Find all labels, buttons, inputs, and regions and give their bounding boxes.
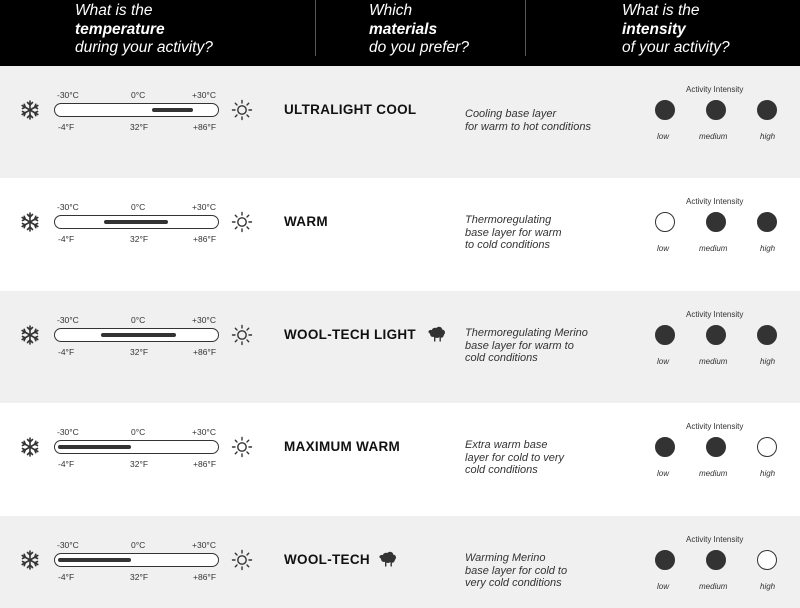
activity-intensity-title: Activity Intensity: [686, 422, 744, 431]
temp-label-fahrenheit-max: +86°F: [193, 347, 217, 357]
intensity-medium-label: medium: [699, 357, 728, 366]
description-line: very cold conditions: [465, 577, 562, 589]
temp-label-fahrenheit-max: +86°F: [193, 572, 217, 582]
temp-label-fahrenheit-min: -4°F: [58, 122, 75, 132]
product-name: ULTRALIGHT COOL: [284, 102, 417, 117]
temp-label-fahrenheit-mid: 32°F: [130, 234, 149, 244]
temp-label-celsius-mid: 0°C: [131, 427, 146, 437]
temp-label-celsius-max: +30°C: [192, 427, 216, 437]
temperature-range-bar: [54, 553, 219, 567]
intensity-medium-label: medium: [699, 469, 728, 478]
snowflake-icon: [20, 100, 40, 120]
activity-intensity-title: Activity Intensity: [686, 310, 744, 319]
product-description: [465, 552, 605, 590]
sun-icon: [231, 549, 253, 571]
product-description: [465, 108, 605, 133]
temperature-range-fill: [152, 108, 193, 113]
intensity-low-indicator: [655, 100, 675, 120]
snowflake-icon: [20, 325, 40, 345]
intensity-low-indicator: [655, 437, 675, 457]
intensity-low-indicator: [655, 212, 675, 232]
intensity-high-label: high: [760, 132, 776, 141]
temp-label-celsius-min: -30°C: [57, 202, 79, 212]
product-row: [0, 66, 800, 178]
intensity-medium-indicator: [706, 550, 726, 570]
temperature-range-bar: [54, 440, 219, 454]
temperature-range-bar: [54, 328, 219, 342]
sun-icon: [231, 99, 253, 121]
header-divider: [525, 0, 526, 56]
product-name: MAXIMUM WARM: [284, 439, 401, 454]
temp-label-fahrenheit-min: -4°F: [58, 234, 75, 244]
temperature-range-bar: [54, 103, 219, 117]
sun-icon: [231, 436, 253, 458]
intensity-high-indicator: [757, 550, 777, 570]
description-line: base layer for cold to: [465, 564, 568, 577]
temp-label-celsius-min: -30°C: [57, 315, 79, 325]
sun-icon: [231, 211, 253, 233]
temperature-range-fill: [58, 445, 131, 450]
header-temperature-question: What is the temperature during your activity?: [75, 2, 213, 56]
intensity-medium-indicator: [706, 325, 726, 345]
intensity-medium-indicator: [706, 212, 726, 232]
temp-label-celsius-max: +30°C: [192, 540, 216, 550]
header-divider: [315, 0, 316, 56]
temp-label-fahrenheit-max: +86°F: [193, 459, 217, 469]
intensity-high-indicator: [757, 437, 777, 457]
intensity-high-indicator: [757, 100, 777, 120]
intensity-low-label: low: [657, 469, 670, 478]
temperature-range-fill: [58, 558, 131, 563]
temp-label-celsius-min: -30°C: [57, 427, 79, 437]
temp-label-celsius-max: +30°C: [192, 202, 216, 212]
activity-intensity-title: Activity Intensity: [686, 535, 744, 544]
temp-label-fahrenheit-mid: 32°F: [130, 459, 149, 469]
description-line: base layer for warm to: [465, 339, 574, 352]
temp-label-fahrenheit-min: -4°F: [58, 347, 75, 357]
product-row: [0, 178, 800, 290]
intensity-medium-label: medium: [699, 132, 728, 141]
description-line: to cold conditions: [465, 239, 550, 251]
snowflake-icon: [20, 550, 40, 570]
snowflake-icon: [20, 212, 40, 232]
temp-label-celsius-mid: 0°C: [131, 90, 146, 100]
intensity-medium-label: medium: [699, 582, 728, 591]
intensity-high-label: high: [760, 469, 776, 478]
intensity-high-label: high: [760, 582, 776, 591]
description-line: cold conditions: [465, 352, 538, 364]
temperature-range-fill: [104, 220, 169, 225]
temp-label-celsius-mid: 0°C: [131, 540, 146, 550]
product-name: WOOL-TECH LIGHT: [284, 327, 416, 342]
temp-label-fahrenheit-mid: 32°F: [130, 347, 149, 357]
temp-label-fahrenheit-min: -4°F: [58, 572, 75, 582]
temp-label-celsius-min: -30°C: [57, 90, 79, 100]
temperature-range-fill: [101, 333, 177, 338]
intensity-low-label: low: [657, 244, 670, 253]
product-description: [465, 214, 605, 252]
intensity-low-label: low: [657, 357, 670, 366]
intensity-low-indicator: [655, 550, 675, 570]
header-bar: [0, 0, 800, 66]
temp-label-fahrenheit-min: -4°F: [58, 459, 75, 469]
temp-label-fahrenheit-max: +86°F: [193, 234, 217, 244]
temp-label-fahrenheit-mid: 32°F: [130, 572, 149, 582]
snowflake-icon: [20, 437, 40, 457]
intensity-high-label: high: [760, 244, 776, 253]
product-description: [465, 439, 605, 477]
intensity-low-indicator: [655, 325, 675, 345]
intensity-low-label: low: [657, 582, 670, 591]
temperature-range-bar: [54, 215, 219, 229]
intensity-medium-indicator: [706, 100, 726, 120]
activity-intensity-title: Activity Intensity: [686, 85, 744, 94]
description-line: Thermoregulating Merino: [465, 327, 588, 339]
description-line: layer for cold to very: [465, 451, 565, 464]
product-name: WARM: [284, 214, 328, 229]
description-line: for warm to hot conditions: [465, 120, 591, 133]
description-line: Cooling base layer: [465, 108, 557, 120]
description-line: base layer for warm: [465, 226, 562, 239]
sheep-icon: [379, 550, 399, 568]
description-line: cold conditions: [465, 464, 538, 476]
description-line: Warming Merino: [465, 552, 546, 564]
intensity-high-indicator: [757, 212, 777, 232]
intensity-medium-indicator: [706, 437, 726, 457]
temp-label-celsius-max: +30°C: [192, 90, 216, 100]
sheep-icon: [428, 325, 448, 343]
description-line: Thermoregulating: [465, 214, 552, 226]
intensity-high-indicator: [757, 325, 777, 345]
product-row: [0, 403, 800, 515]
temp-label-celsius-min: -30°C: [57, 540, 79, 550]
temp-label-fahrenheit-max: +86°F: [193, 122, 217, 132]
product-row: [0, 291, 800, 403]
intensity-low-label: low: [657, 132, 670, 141]
sun-icon: [231, 324, 253, 346]
activity-intensity-title: Activity Intensity: [686, 197, 744, 206]
temp-label-celsius-mid: 0°C: [131, 315, 146, 325]
header-intensity-question: What is the intensity of your activity?: [622, 2, 730, 56]
temp-label-fahrenheit-mid: 32°F: [130, 122, 149, 132]
temp-label-celsius-max: +30°C: [192, 315, 216, 325]
product-row: [0, 516, 800, 608]
temp-label-celsius-mid: 0°C: [131, 202, 146, 212]
intensity-high-label: high: [760, 357, 776, 366]
header-materials-question: Which materials do you prefer?: [369, 2, 469, 56]
intensity-medium-label: medium: [699, 244, 728, 253]
product-description: [465, 327, 605, 365]
product-name: WOOL-TECH: [284, 552, 370, 567]
description-line: Extra warm base: [465, 439, 548, 451]
